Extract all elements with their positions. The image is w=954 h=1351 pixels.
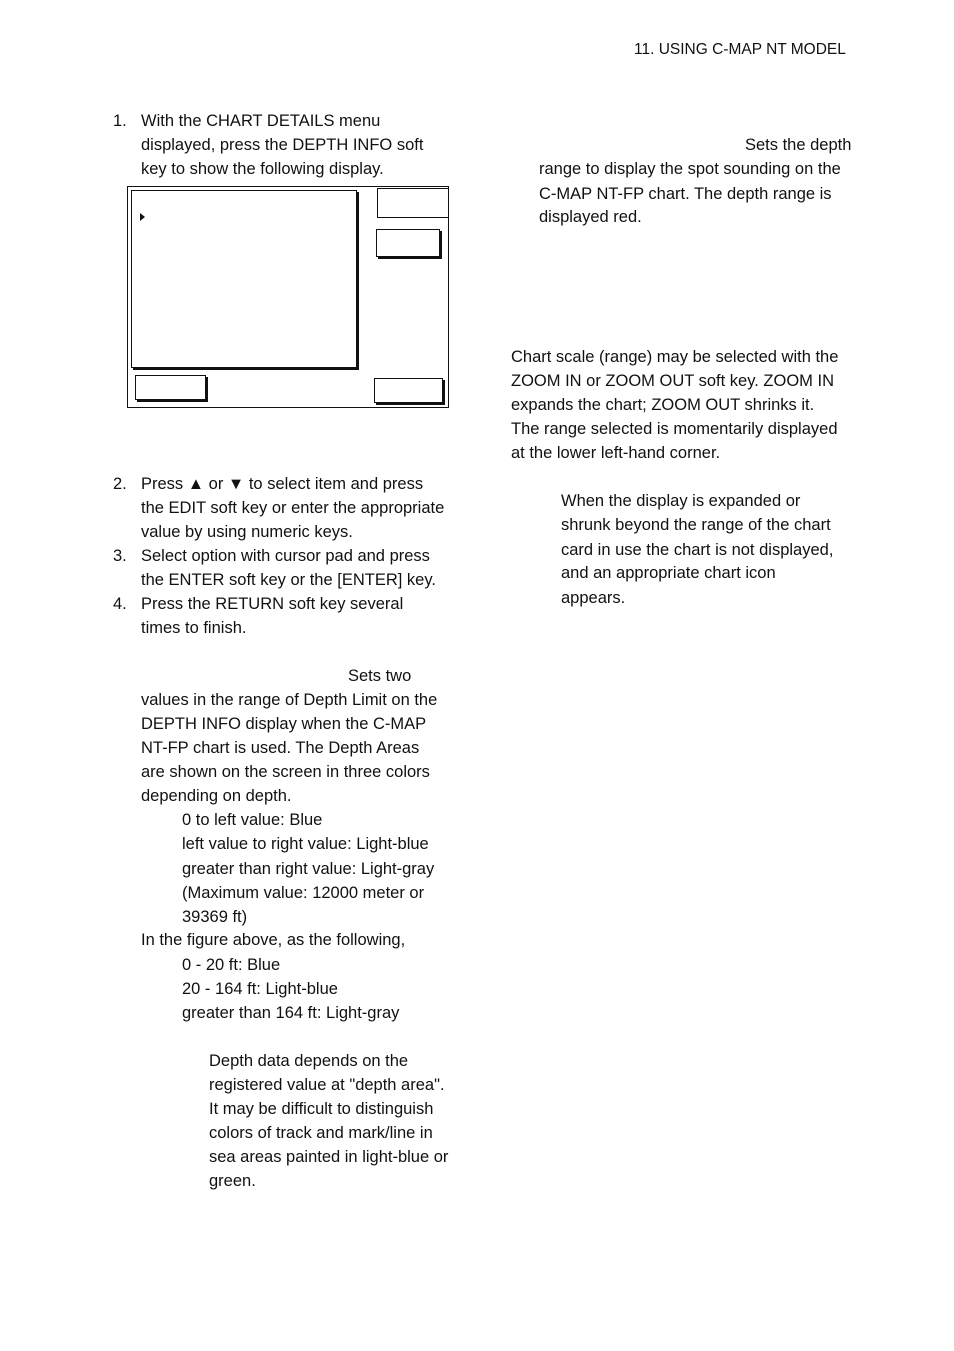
note-line: It may be difficult to distinguish (209, 1100, 434, 1118)
step-line: value by using numeric keys. (141, 523, 353, 541)
step-line: Press the RETURN soft key several (141, 595, 404, 613)
step-line: times to finish. (141, 619, 247, 637)
depth-areas-line: values in the range of Depth Limit on the (141, 691, 438, 709)
page-header: 11. USING C-MAP NT MODEL (634, 41, 846, 58)
spot-sounding-line: C-MAP NT-FP chart. The depth range is (539, 185, 832, 203)
zoom-note-line: appears. (561, 589, 626, 607)
step1-line: key to show the following display. (141, 160, 384, 178)
step-number: 4. (113, 595, 127, 613)
step-line: the ENTER soft key or the [ENTER] key. (141, 571, 436, 589)
step-number: 3. (113, 547, 127, 565)
zoom-note-line: card in use the chart is not displayed, (561, 541, 834, 559)
zoom-line: Chart scale (range) may be selected with the (511, 348, 839, 366)
note-line: registered value at "depth area". (209, 1076, 445, 1094)
step1-line: displayed, press the DEPTH INFO soft (141, 136, 424, 154)
zoom-line: expands the chart; ZOOM OUT shrinks it. (511, 396, 815, 414)
depth-areas-lead: Sets two (348, 667, 412, 685)
spot-sounding-line: range to display the spot sounding on the (539, 160, 841, 178)
depth-range-item: 0 to left value: Blue (182, 811, 323, 829)
zoom-line: The range selected is momentarily displayed (511, 420, 838, 438)
note-line: sea areas painted in light-blue or (209, 1148, 449, 1166)
example-item: 0 - 20 ft: Blue (182, 956, 281, 974)
note-line: green. (209, 1172, 256, 1190)
depth-range-item: 39369 ft) (182, 908, 248, 926)
step-line: Select option with cursor pad and press (141, 547, 430, 565)
spot-sounding-lead: Sets the depth (745, 136, 852, 154)
depth-areas-line: depending on depth. (141, 787, 292, 805)
depth-areas-line: NT-FP chart is used. The Depth Areas (141, 739, 420, 757)
cursor-arrow-icon (140, 213, 145, 221)
soft-key-bottom-left (135, 375, 206, 400)
example-item: 20 - 164 ft: Light-blue (182, 980, 338, 998)
zoom-note-line: shrunk beyond the range of the chart (561, 516, 831, 534)
zoom-line: at the lower left-hand corner. (511, 444, 721, 462)
soft-key-top (377, 188, 449, 218)
note-line: colors of track and mark/line in (209, 1124, 433, 1142)
step-number: 2. (113, 475, 127, 493)
zoom-note-line: and an appropriate chart icon (561, 564, 776, 582)
depth-range-item: left value to right value: Light-blue (182, 835, 429, 853)
step1-line: With the CHART DETAILS menu (141, 112, 381, 130)
step-line: Press ▲ or ▼ to select item and press (141, 475, 424, 493)
soft-key-edit (376, 229, 440, 257)
depth-range-item: greater than right value: Light-gray (182, 860, 435, 878)
zoom-note-line: When the display is expanded or (561, 492, 801, 510)
zoom-line: ZOOM IN or ZOOM OUT soft key. ZOOM IN (511, 372, 834, 390)
depth-areas-line: are shown on the screen in three colors (141, 763, 430, 781)
depth-info-panel (131, 190, 357, 368)
note-line: Depth data depends on the (209, 1052, 409, 1070)
depth-range-item: (Maximum value: 12000 meter or (182, 884, 425, 902)
step-line: the EDIT soft key or enter the appropriate (141, 499, 445, 517)
example-item: greater than 164 ft: Light-gray (182, 1004, 400, 1022)
soft-key-bottom-right (374, 378, 443, 403)
figure-intro: In the figure above, as the following, (141, 931, 406, 949)
spot-sounding-line: displayed red. (539, 208, 642, 226)
depth-areas-line: DEPTH INFO display when the C-MAP (141, 715, 427, 733)
step-number: 1. (113, 112, 127, 130)
